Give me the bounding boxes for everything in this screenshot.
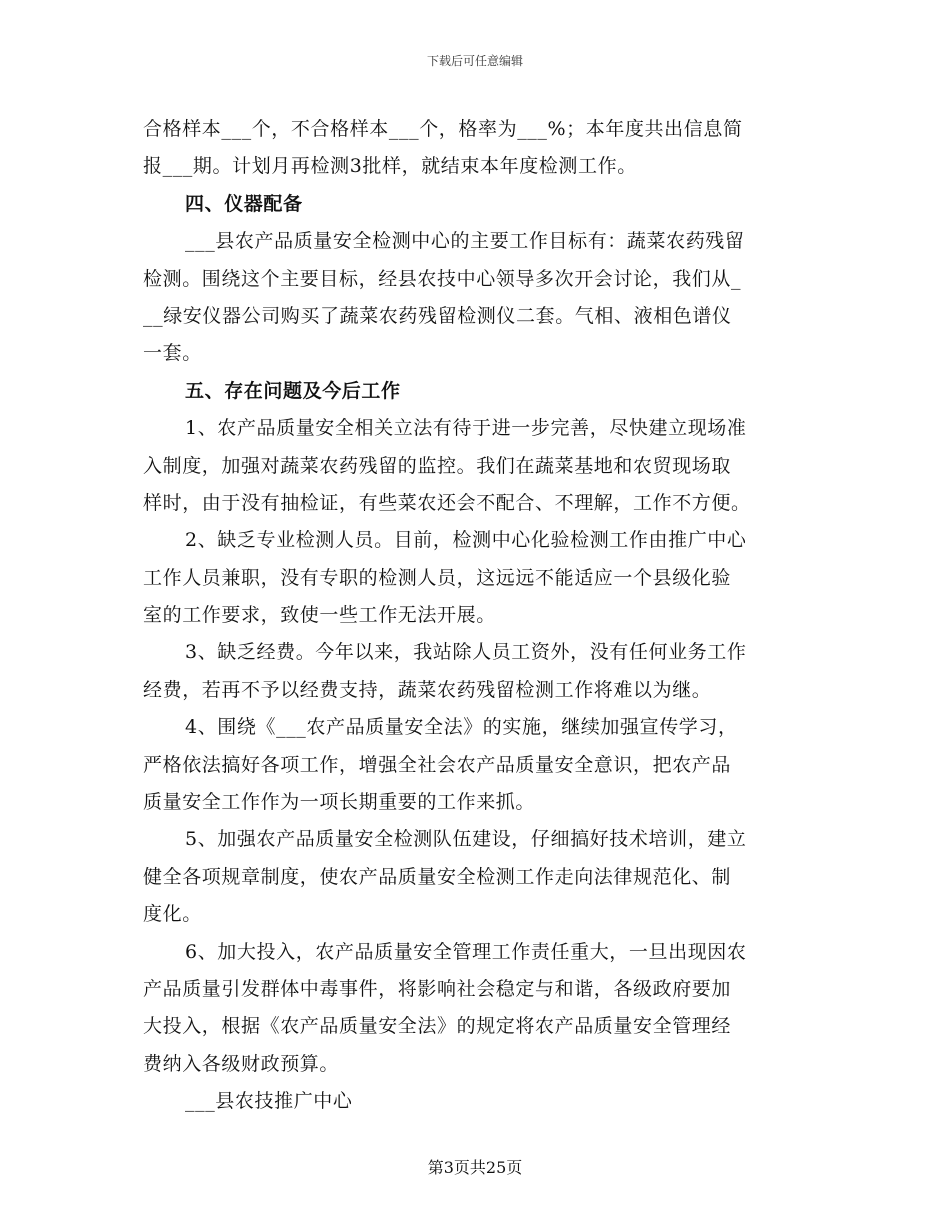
text-line: 样时，由于没有抽检证，有些菜农还会不配合、不理解，工作不方便。 bbox=[143, 491, 751, 514]
text-line: 4、围绕《___农产品质量安全法》的实施，继续加强宣传学习， bbox=[185, 716, 738, 739]
text-line: 度化。 bbox=[143, 903, 202, 926]
text-line: 质量安全工作作为一项长期重要的工作来抓。 bbox=[143, 791, 536, 814]
text-line: ___县农产品质量安全检测中心的主要工作目标有：蔬菜农药残留 bbox=[185, 230, 745, 253]
text-line: 1、农产品质量安全相关立法有待于进一步完善，尽快建立现场准 bbox=[185, 417, 747, 440]
text-line: 经费，若再不予以经费支持，蔬菜农药残留检测工作将难以为继。 bbox=[143, 678, 712, 701]
text-line: 室的工作要求，致使一些工作无法开展。 bbox=[143, 604, 496, 627]
text-line: 入制度，加强对蔬菜农药残留的监控。我们在蔬菜基地和农贸现场取 bbox=[143, 454, 732, 477]
document-body bbox=[143, 111, 803, 1121]
section-heading: 五、存在问题及今后工作 bbox=[185, 379, 401, 402]
text-line: 严格依法搞好各项工作，增强全社会农产品质量安全意识，把农产品 bbox=[143, 753, 732, 776]
text-line: 报___期。计划月再检测3批样，就结束本年度检测工作。 bbox=[143, 155, 637, 178]
text-line: 2、缺乏专业检测人员。目前，检测中心化验检测工作由推广中心 bbox=[185, 529, 747, 552]
text-line: 检测。围绕这个主要目标，经县农技中心领导多次开会讨论，我们从_ bbox=[143, 267, 742, 290]
text-line: 5、加强农产品质量安全检测队伍建设，仔细搞好技术培训，建立 bbox=[185, 828, 747, 851]
text-line: 工作人员兼职，没有专职的检测人员，这远远不能适应一个县级化验 bbox=[143, 566, 732, 589]
text-line: 大投入，根据《农产品质量安全法》的规定将农产品质量安全管理经 bbox=[143, 1015, 732, 1038]
text-line: 6、加大投入，农产品质量安全管理工作责任重大，一旦出现因农 bbox=[185, 940, 747, 963]
text-line: 产品质量引发群体中毒事件，将影响社会稳定与和谐，各级政府要加 bbox=[143, 977, 732, 1000]
text-line: 健全各项规章制度，使农产品质量安全检测工作走向法律规范化、制 bbox=[143, 865, 732, 888]
text-line: 费纳入各级财政预算。 bbox=[143, 1052, 340, 1075]
section-heading: 四、仪器配备 bbox=[185, 192, 303, 215]
text-line: ___县农技推广中心 bbox=[185, 1090, 353, 1113]
text-line: 一套。 bbox=[143, 342, 202, 365]
text-line: 合格样本___个，不合格样本___个，格率为___%；本年度共出信息简 bbox=[143, 118, 743, 140]
text-line: __绿安仪器公司购买了蔬菜农药残留检测仪二套。气相、液相色谱仪 bbox=[143, 304, 732, 327]
page-header: 下载后可任意编辑 bbox=[426, 54, 523, 68]
text-line: 3、缺乏经费。今年以来，我站除人员工资外，没有任何业务工作 bbox=[185, 641, 747, 664]
page-footer: 第3页共25页 bbox=[427, 1158, 523, 1177]
